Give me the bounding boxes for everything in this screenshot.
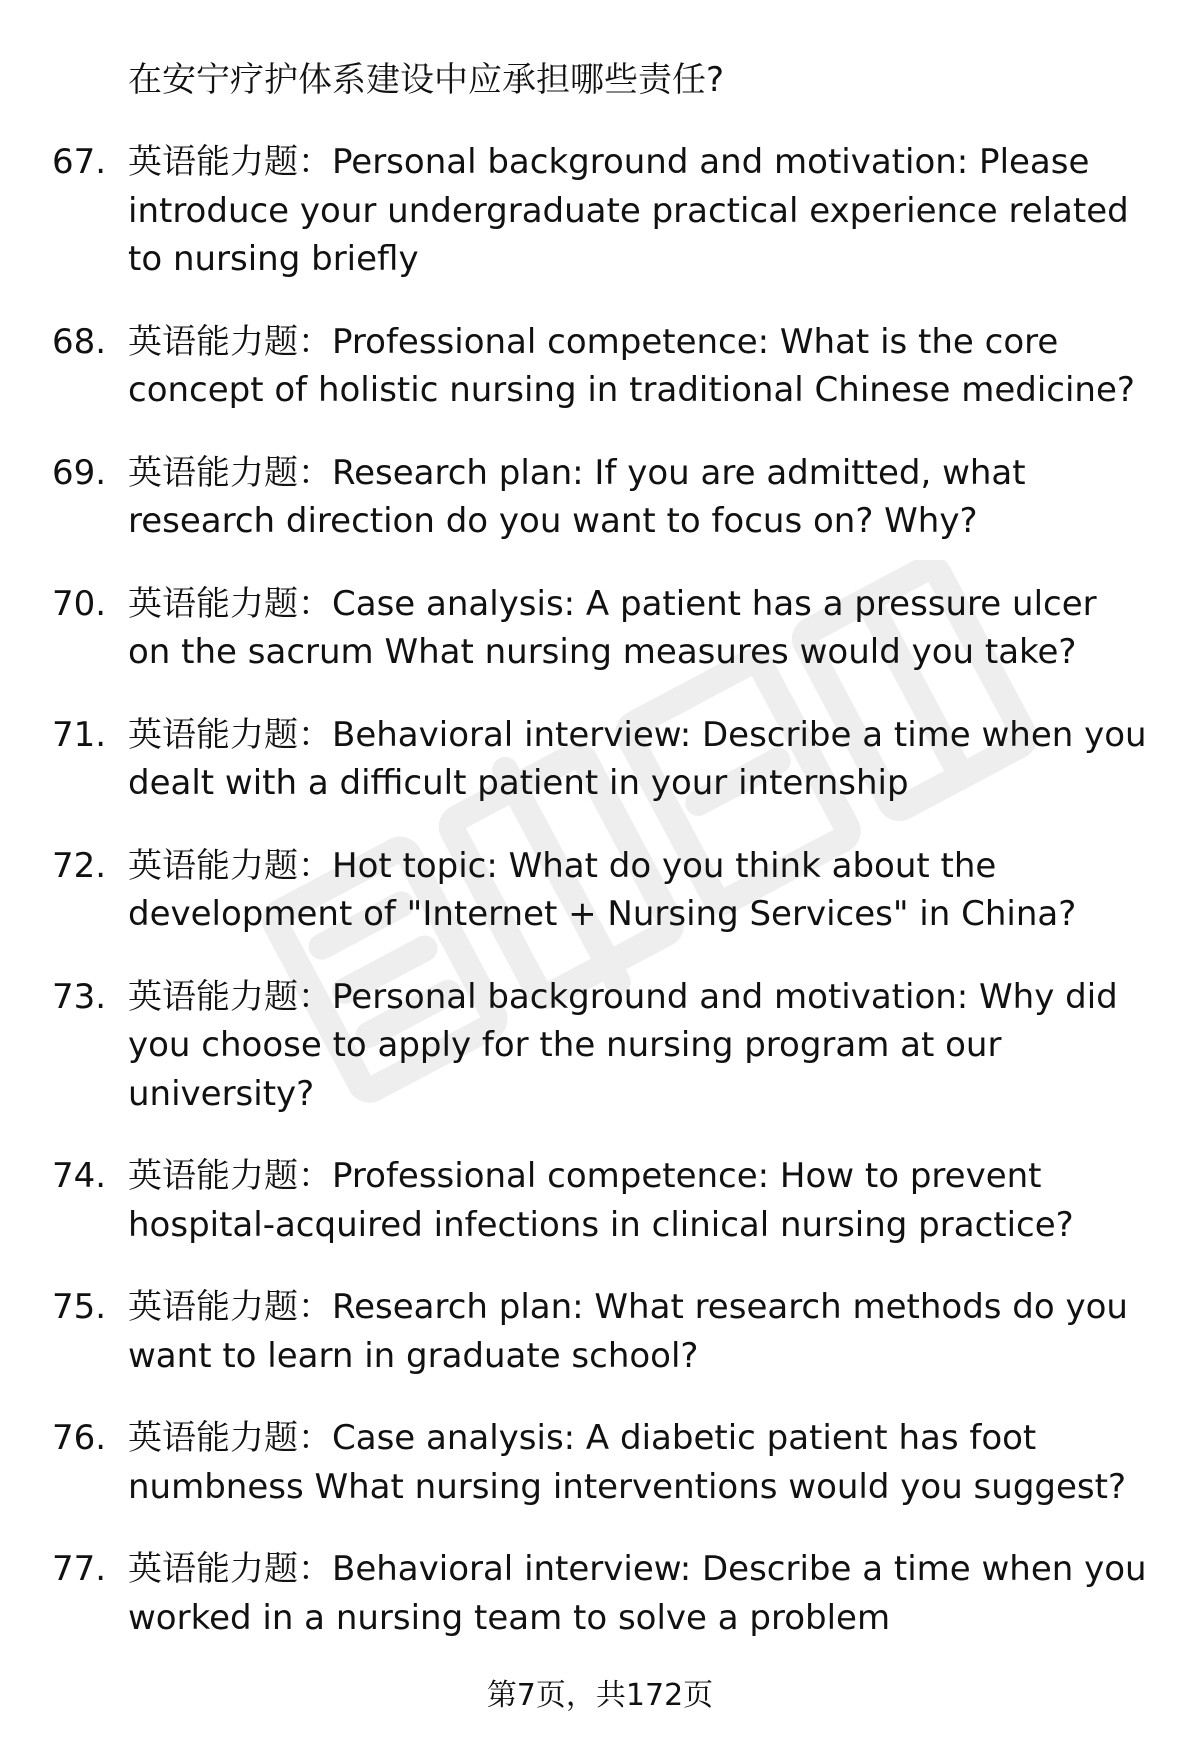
question-text: 英语能力题：Research plan: What research methods do you want to learn in graduate school? — [128, 1287, 1128, 1376]
question-text: 英语能力题：Behavioral interview: Describe a time when you worked in a nursing team to solve a problem — [128, 1549, 1147, 1638]
question-item — [0, 138, 1148, 284]
question-text: 英语能力题：Professional competence: How to prevent hospital-acquired infections in clinical nursing practice? — [128, 1156, 1074, 1245]
question-number: 75. — [52, 1287, 107, 1327]
question-number: 77. — [52, 1549, 107, 1589]
question-number: 72. — [52, 845, 107, 886]
question-list — [0, 138, 1200, 1676]
question-number: 76. — [52, 1418, 107, 1458]
question-text: 英语能力题：Case analysis: A patient has a pressure ulcer on the sacrum What nursing measures would you take? — [128, 583, 1097, 672]
continuation-text: 在安宁疗护体系建设中应承担哪些责任? — [128, 60, 725, 100]
question-item — [0, 973, 1148, 1119]
question-number: 71. — [52, 714, 107, 755]
question-item — [0, 1152, 1148, 1249]
question-number: 69. — [52, 452, 107, 493]
question-number: 74. — [52, 1156, 107, 1196]
page-footer: 第7页，共172页 — [486, 1678, 714, 1713]
question-text: 英语能力题：Personal background and motivation: Why did you choose to apply for the nursing program at our university? — [128, 976, 1118, 1114]
question-number: 67. — [52, 142, 107, 182]
question-text: 英语能力题：Case analysis: A diabetic patient has foot numbness What nursing interventions would you suggest? — [128, 1418, 1126, 1507]
question-item — [0, 318, 1148, 415]
question-text: 英语能力题：Research plan: If you are admitted, what research direction do you want to focus on? Why? — [128, 452, 1026, 541]
question-item — [0, 711, 1148, 808]
question-item — [0, 1414, 1148, 1511]
question-item — [0, 1283, 1148, 1380]
question-number: 73. — [52, 976, 107, 1017]
question-item — [0, 842, 1148, 939]
question-text: 英语能力题：Behavioral interview: Describe a time when you dealt with a difficult patient in your internship — [128, 714, 1147, 803]
question-item — [0, 449, 1148, 546]
question-text: 英语能力题：Personal background and motivation: Please introduce your undergraduate practical experience related to nursing briefly — [128, 142, 1129, 279]
question-text: 英语能力题：Hot topic: What do you think about the development of "Internet + Nursing Services" in China? — [128, 845, 1077, 934]
question-number: 70. — [52, 583, 107, 624]
question-text: 英语能力题：Professional competence: What is the core concept of holistic nursing in traditional Chinese medicine? — [128, 321, 1135, 410]
question-number: 68. — [52, 321, 107, 362]
question-item — [0, 580, 1148, 677]
question-item — [0, 1545, 1148, 1642]
